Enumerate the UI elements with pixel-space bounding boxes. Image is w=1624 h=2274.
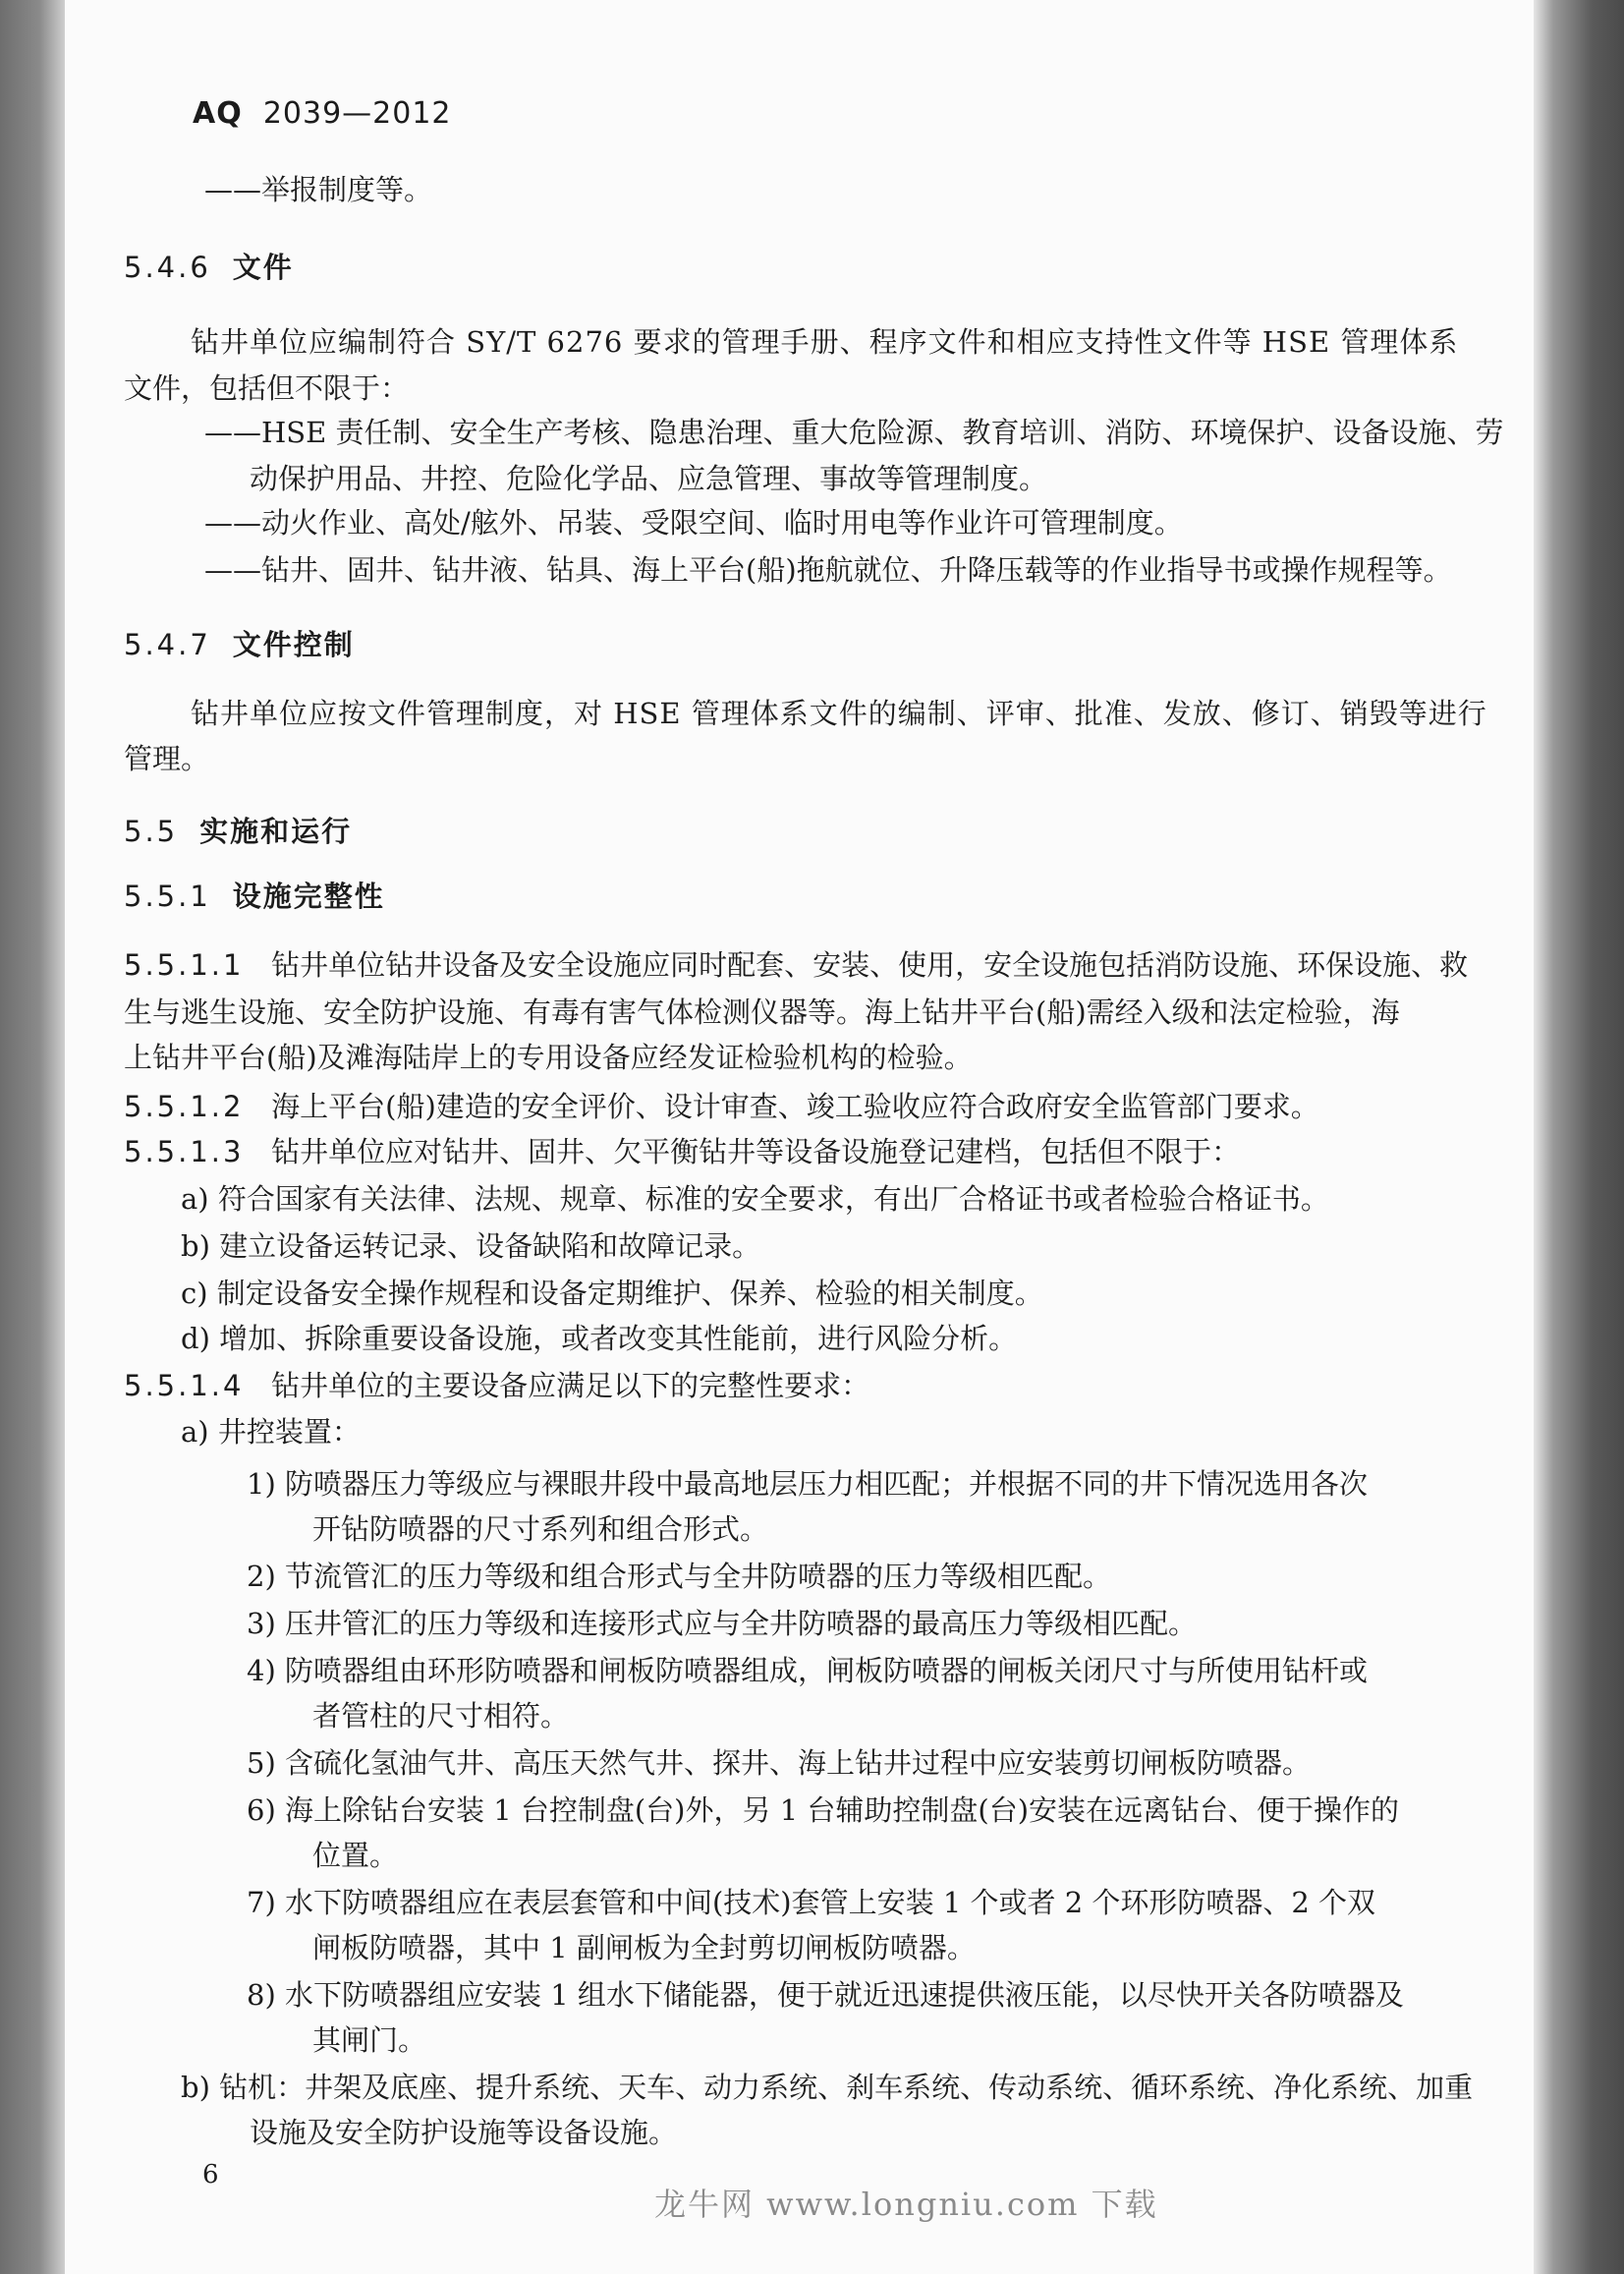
- clause-5-5-1-3: [124, 1132, 1240, 1171]
- clause-5-5-1-4: [124, 1366, 869, 1405]
- document-page: [65, 0, 1534, 2274]
- list-item: c) 制定设备安全操作规程和设备定期维护、保养、检验的相关制度。: [181, 1277, 1043, 1310]
- standard-code: AQ: [193, 96, 243, 131]
- clause-number: 5.5.1.1: [124, 948, 245, 982]
- sub-list-item: 5) 含硫化氢油气井、高压天然气井、探井、海上钻井过程中应安装剪切闸板防喷器。: [247, 1746, 1311, 1780]
- sub-list-item: 6) 海上除钻台安装 1 台控制盘(台)外，另 1 台辅助控制盘(台)安装在远离钻台、便于操作的: [247, 1793, 1400, 1827]
- section-number: 5.5.1: [124, 880, 211, 913]
- list-item: d) 增加、拆除重要设备设施，或者改变其性能前，进行风险分析。: [181, 1322, 1018, 1355]
- sub-list-item-continuation: 位置。: [312, 1839, 399, 1872]
- paragraph-line: 钻井单位应编制符合 SY/T 6276 要求的管理手册、程序文件和相应支持性文件等 HSE 管理体系: [191, 325, 1459, 359]
- section-title: 设施完整性: [232, 880, 385, 913]
- sub-list-item: 7) 水下防喷器组应在表层套管和中间(技术)套管上安装 1 个或者 2 个环形防喷器、2 个双: [247, 1886, 1376, 1919]
- section-title: 文件: [232, 251, 294, 284]
- sub-list-item-continuation: 其闸门。: [312, 2023, 427, 2057]
- section-title: 文件控制: [232, 628, 355, 661]
- list-item: ——举报制度等。: [204, 173, 433, 206]
- sub-list-item-continuation: 开钻防喷器的尺寸系列和组合形式。: [312, 1512, 769, 1546]
- paragraph-line: 生与逃生设施、安全防护设施、有毒有害气体检测仪器等。海上钻井平台(船)需经入级和法定检验，海: [124, 995, 1400, 1029]
- watermark: 龙牛网 www.longniu.com 下载: [654, 2186, 1158, 2223]
- paragraph-line: 钻井单位应按文件管理制度，对 HSE 管理体系文件的编制、评审、批准、发放、修订、销毁等进行: [191, 697, 1487, 730]
- sub-list-item-continuation: 者管柱的尺寸相符。: [312, 1699, 570, 1733]
- section-heading-5-5-1: [124, 877, 385, 916]
- list-item: b) 建立设备运转记录、设备缺陷和故障记录。: [181, 1229, 761, 1263]
- section-number: 5.4.6: [124, 251, 211, 284]
- sub-list-item: 8) 水下防喷器组应安装 1 组水下储能器，便于就近迅速提供液压能，以尽快开关各防喷器及: [247, 1978, 1404, 2012]
- clause-text: 海上平台(船)建造的安全评价、设计审查、竣工验收应符合政府安全监管部门要求。: [271, 1090, 1319, 1123]
- standard-header: [193, 96, 452, 131]
- clause-number: 5.5.1.3: [124, 1135, 245, 1168]
- clause-5-5-1-2: [124, 1087, 1319, 1126]
- scan-right-edge: [1534, 0, 1624, 2274]
- clause-text: 钻井单位的主要设备应满足以下的完整性要求：: [271, 1369, 870, 1402]
- clause-text: 钻井单位应对钻井、固井、欠平衡钻井等设备设施登记建档，包括但不限于：: [271, 1135, 1241, 1168]
- standard-number: 2039—2012: [262, 96, 452, 131]
- sub-list-item: 4) 防喷器组由环形防喷器和闸板防喷器组成，闸板防喷器的闸板关闭尺寸与所使用钻杆或: [247, 1654, 1368, 1687]
- list-item: a) 符合国家有关法律、法规、规章、标准的安全要求，有出厂合格证书或者检验合格证书。: [181, 1182, 1329, 1216]
- paragraph-line: 文件，包括但不限于：: [124, 371, 410, 405]
- section-heading-5-5: [124, 812, 352, 851]
- sub-list-item: 1) 防喷器压力等级应与裸眼井段中最高地层压力相匹配；并根据不同的井下情况选用各次: [247, 1467, 1368, 1501]
- clause-number: 5.5.1.2: [124, 1090, 245, 1123]
- page-number: 6: [202, 2160, 219, 2189]
- paragraph-line: 上钻井平台(船)及滩海陆岸上的专用设备应经发证检验机构的检验。: [124, 1041, 973, 1074]
- sub-list-item: 2) 节流管汇的压力等级和组合形式与全井防喷器的压力等级相匹配。: [247, 1560, 1111, 1593]
- clause-text: 钻井单位钻井设备及安全设施应同时配套、安装、使用，安全设施包括消防设施、环保设施、救: [271, 948, 1469, 982]
- sub-list-item: 3) 压井管汇的压力等级和连接形式应与全井防喷器的最高压力等级相匹配。: [247, 1607, 1197, 1640]
- list-item: a) 井控装置：: [181, 1415, 361, 1449]
- list-item: ——HSE 责任制、安全生产考核、隐患治理、重大危险源、教育培训、消防、环境保护、设备设施、劳: [204, 416, 1504, 449]
- list-item-continuation: 设施及安全防护设施等设备设施。: [250, 2116, 678, 2149]
- section-title: 实施和运行: [199, 815, 353, 848]
- section-number: 5.4.7: [124, 628, 211, 661]
- list-item-continuation: 动保护用品、井控、危险化学品、应急管理、事故等管理制度。: [250, 462, 1048, 495]
- section-heading-5-4-6: [124, 248, 294, 287]
- list-item: ——动火作业、高处/舷外、吊装、受限空间、临时用电等作业许可管理制度。: [204, 506, 1183, 540]
- list-item: ——钻井、固井、钻井液、钻具、海上平台(船)拖航就位、升降压载等的作业指导书或操作规程等。: [204, 553, 1452, 587]
- list-item: b) 钻机：井架及底座、提升系统、天车、动力系统、刹车系统、传动系统、循环系统、净化系统、加重: [181, 2071, 1474, 2104]
- clause-number: 5.5.1.4: [124, 1369, 245, 1402]
- section-number: 5.5: [124, 815, 179, 848]
- section-heading-5-4-7: [124, 625, 355, 664]
- clause-5-5-1-1: [124, 945, 1468, 985]
- sub-list-item-continuation: 闸板防喷器，其中 1 副闸板为全封剪切闸板防喷器。: [312, 1931, 976, 1964]
- paragraph-line: 管理。: [124, 742, 210, 775]
- scan-left-edge: [0, 0, 65, 2274]
